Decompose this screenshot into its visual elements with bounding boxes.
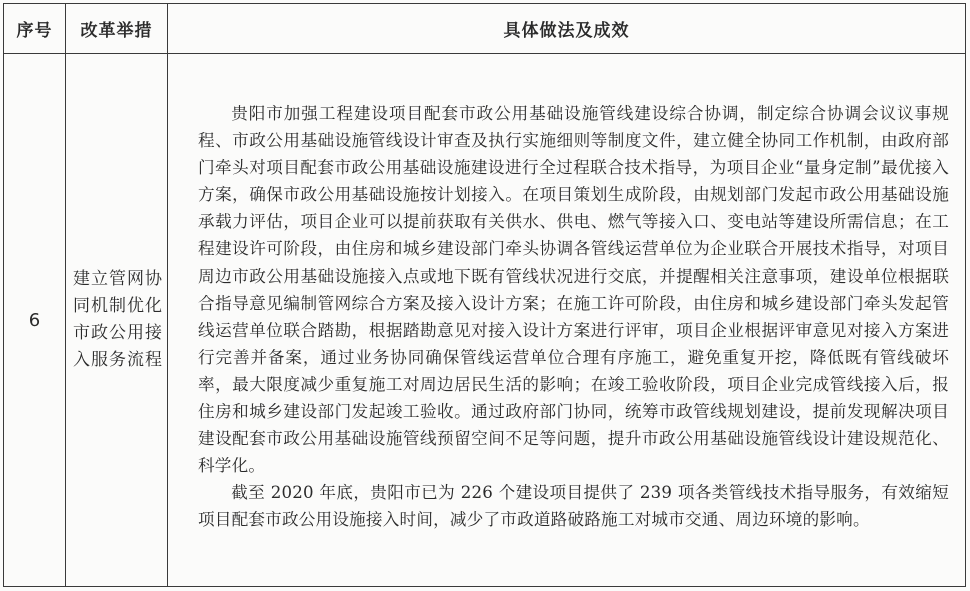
row-seq-number: 6 <box>4 54 66 587</box>
header-seq: 序号 <box>4 4 66 54</box>
detail-paragraph-2: 截至 2020 年底，贵阳市已为 226 个建设项目提供了 239 项各类管线技术指导服务，有效缩短项目配套市政公用设施接入时间，减少了市政道路破路施工对城市交通、周边环境的影响。 <box>198 483 949 530</box>
table-header-row <box>4 4 966 54</box>
row-detail-cell <box>168 54 966 587</box>
table-row <box>4 54 966 587</box>
header-measure: 改革举措 <box>66 4 168 54</box>
detail-paragraph-1: 贵阳市加强工程建设项目配套市政公用基础设施管线建设综合协调，制定综合协调会议议事规程、市政公用基础设施管线设计审查及执行实施细则等制度文件，建立健全协同工作机制，由政府部门牵头对项目配套市政公用基础设施建设进行全过程联合技术指导，为项目企业“量身定制”最优接入方案，确保市政公用基础设施按计划接入。在项目策划生成阶段，由规划部门发起市政公用基础设施承载力评估，项目企业可以提前获取有关供水、供电、燃气等接入口、变电站等建设所需信息；在工程建设许可阶段，由住房和城乡建设部门牵头协调各管线运营单位为企业联合开展技术指导，对项目周边市政公用基础设施接入点或地下既有管线状况进行交底，并提醒相关注意事项，建设单位根据联合指导意见编制管网综合方案及接入设计方案；在施工许可阶段，由住房和城乡建设部门牵头发起管线运营单位联合踏勘，根据踏勘意见对接入设计方案进行评审，项目企业根据评审意见对接入方案进行完善并备案，通过业务协同确保管线运营单位合理有序施工，避免重复开挖，降低既有管线破坏率，最大限度减少重复施工对周边居民生活的影响；在竣工验收阶段，项目企业完成管线接入后，报住房和城乡建设部门发起竣工验收。通过政府部门协同，统筹市政管线规划建设，提前发现解决项目建设配套市政公用基础设施管线预留空间不足等问题，提升市政公用基础设施管线设计建设规范化、科学化。 <box>198 104 949 476</box>
header-detail: 具体做法及成效 <box>168 4 966 54</box>
row-measure-text: 建立管网协同机制优化市政公用接入服务流程 <box>73 269 162 370</box>
reform-measures-table <box>3 3 966 587</box>
row-measure-cell <box>66 54 168 587</box>
